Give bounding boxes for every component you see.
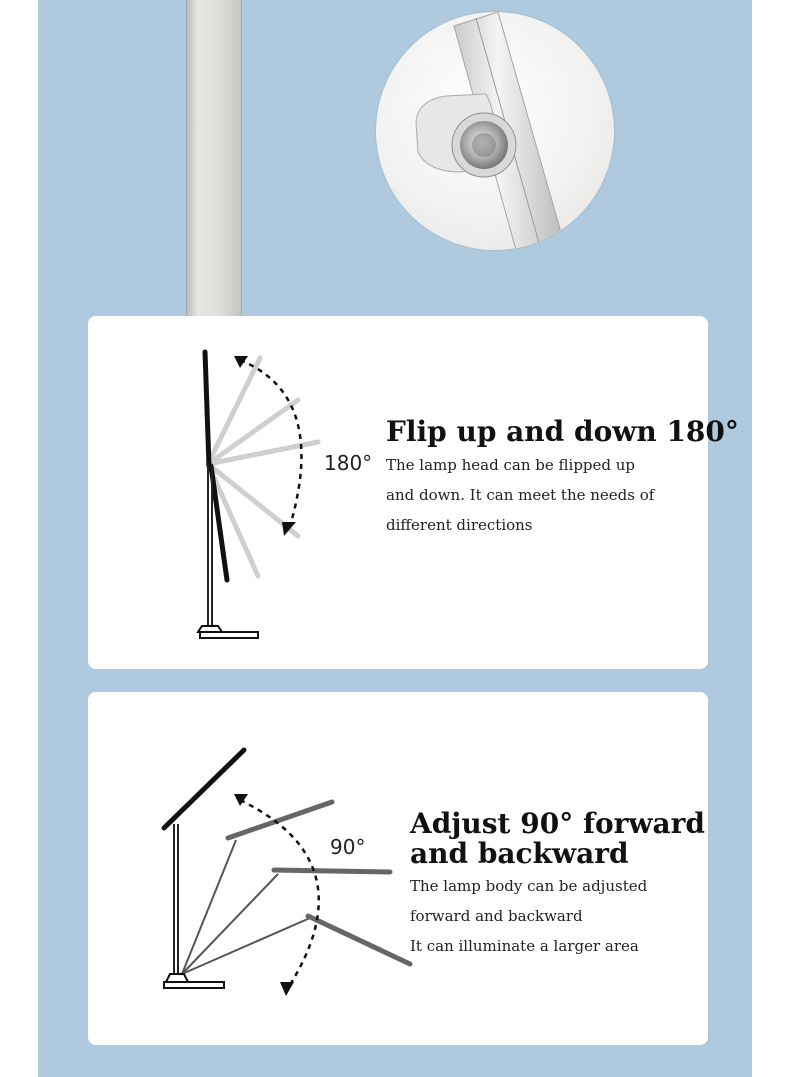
lamp-hinge-zoom-image bbox=[376, 12, 614, 250]
arc-arrow-top bbox=[234, 794, 248, 806]
lamp-head-up bbox=[205, 352, 209, 466]
lamp-base bbox=[200, 632, 258, 638]
ghost-lamp-heads bbox=[228, 802, 410, 964]
adjust-description-line-3: It can illuminate a larger area bbox=[410, 937, 639, 955]
flip-lamp-diagram bbox=[178, 336, 378, 656]
ghost-lamp-arms bbox=[182, 840, 310, 974]
arc-arrow-bottom bbox=[280, 982, 294, 996]
adjust-title-line-2: and backward bbox=[410, 837, 629, 870]
flip-feature-card bbox=[88, 316, 739, 669]
arc-arrow-top bbox=[234, 356, 248, 368]
adjust-lamp-diagram bbox=[158, 742, 448, 1022]
angle-label-180: 180° bbox=[324, 451, 373, 475]
adjust-description-line-1: The lamp body can be adjusted bbox=[410, 877, 648, 895]
lamp-neck bbox=[166, 974, 188, 982]
flip-description-line-2: and down. It can meet the needs of bbox=[386, 486, 655, 504]
lamp-pole-image bbox=[186, 0, 242, 316]
adjust-title-line-1: Adjust 90° forward bbox=[410, 807, 705, 840]
adjust-feature-card bbox=[88, 692, 708, 1045]
adjust-description-line-2: forward and backward bbox=[410, 907, 583, 925]
flip-description-line-3: different directions bbox=[386, 516, 533, 534]
hinge-illustration bbox=[376, 12, 614, 250]
lamp-base bbox=[164, 982, 224, 988]
angle-label-90: 90° bbox=[330, 835, 366, 859]
lamp-head-upright bbox=[164, 750, 244, 828]
flip-title: Flip up and down 180° bbox=[386, 415, 739, 448]
flip-description-line-1: The lamp head can be flipped up bbox=[386, 456, 636, 474]
